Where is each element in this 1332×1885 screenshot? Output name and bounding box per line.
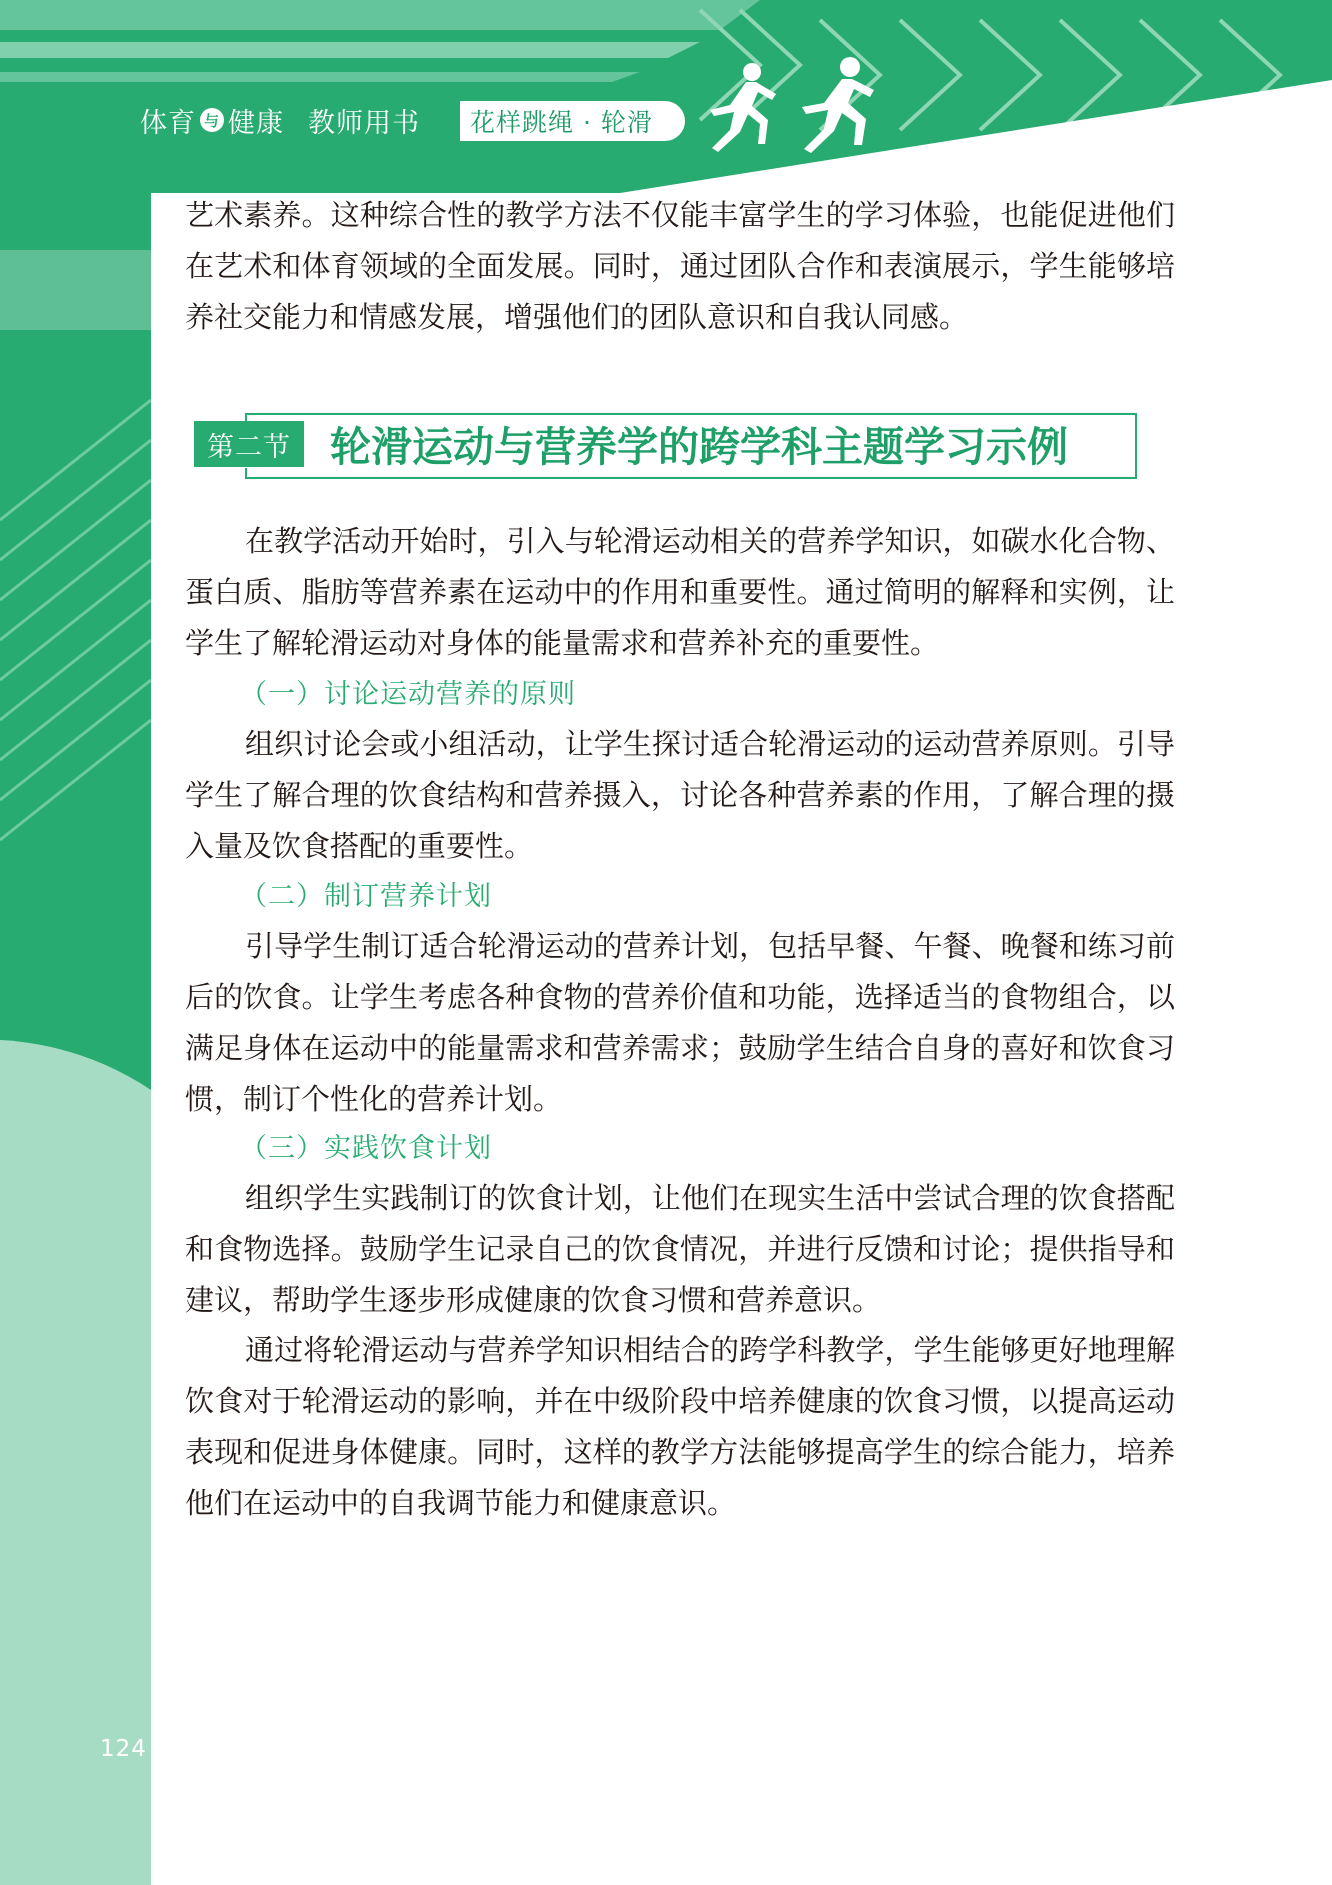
subheading-3: （三）实践饮食计划: [240, 1133, 492, 1164]
lead-paragraph: 在教学活动开始时，引入与轮滑运动相关的营养学知识，如碳水化合物、蛋白质、脂肪等营养素在运动中的作用和重要性。通过简明的解释和实例，让学生了解轮滑运动对身体的能量需求和营养补充的重要性。: [185, 524, 1175, 660]
book-title-part3: 教师用书: [308, 107, 420, 139]
book-title-part1: 体育: [140, 107, 196, 139]
subheading-1: （一）讨论运动营养的原则: [240, 679, 576, 710]
closing-paragraph: 通过将轮滑运动与营养学知识相结合的跨学科教学，学生能够更好地理解饮食对于轮滑运动的影响，并在中级阶段中培养健康的饮食习惯，以提高运动表现和促进身体健康。同时，这样的教学方法能够提高学生的综合能力，培养他们在运动中的自我调节能力和健康意识。: [185, 1333, 1175, 1520]
subheading-2: （二）制订营养计划: [240, 881, 492, 912]
page-number: 124: [100, 1736, 147, 1762]
running-athlete-icon: [690, 60, 780, 155]
subsection-1-paragraph: 组织讨论会或小组活动，让学生探讨适合轮滑运动的运动营养原则。引导学生了解合理的饮食结构和营养摄入，讨论各种营养素的作用，了解合理的摄入量及饮食搭配的重要性。: [185, 727, 1175, 863]
volume-tag: 花样跳绳 · 轮滑: [460, 101, 685, 141]
running-athlete-icon: [780, 55, 880, 155]
book-title: [140, 100, 420, 140]
subsection-2-paragraph: 引导学生制订适合轮滑运动的营养计划，包括早餐、午餐、晚餐和练习前后的饮食。让学生考虑各种食物的营养价值和功能，选择适当的食物组合，以满足身体在运动中的能量需求和营养需求；鼓励学生结合自身的喜好和饮食习惯，制订个性化的营养计划。: [185, 929, 1175, 1116]
section-title: 轮滑运动与营养学的跨学科主题学习示例: [330, 422, 1068, 471]
section-badge: 第二节: [194, 421, 304, 467]
book-title-part2: 健康: [228, 107, 284, 139]
book-title-mark: 与: [200, 108, 224, 132]
intro-paragraph: 艺术素养。这种综合性的教学方法不仅能丰富学生的学习体验，也能促进他们在艺术和体育领域的全面发展。同时，通过团队合作和表演展示，学生能够培养社交能力和情感发展，增强他们的团队意识和自我认同感。: [185, 198, 1175, 334]
subsection-3-paragraph: 组织学生实践制订的饮食计划，让他们在现实生活中尝试合理的饮食搭配和食物选择。鼓励学生记录自己的饮食情况，并进行反馈和讨论；提供指导和建议，帮助学生逐步形成健康的饮食习惯和营养意识。: [185, 1181, 1175, 1317]
